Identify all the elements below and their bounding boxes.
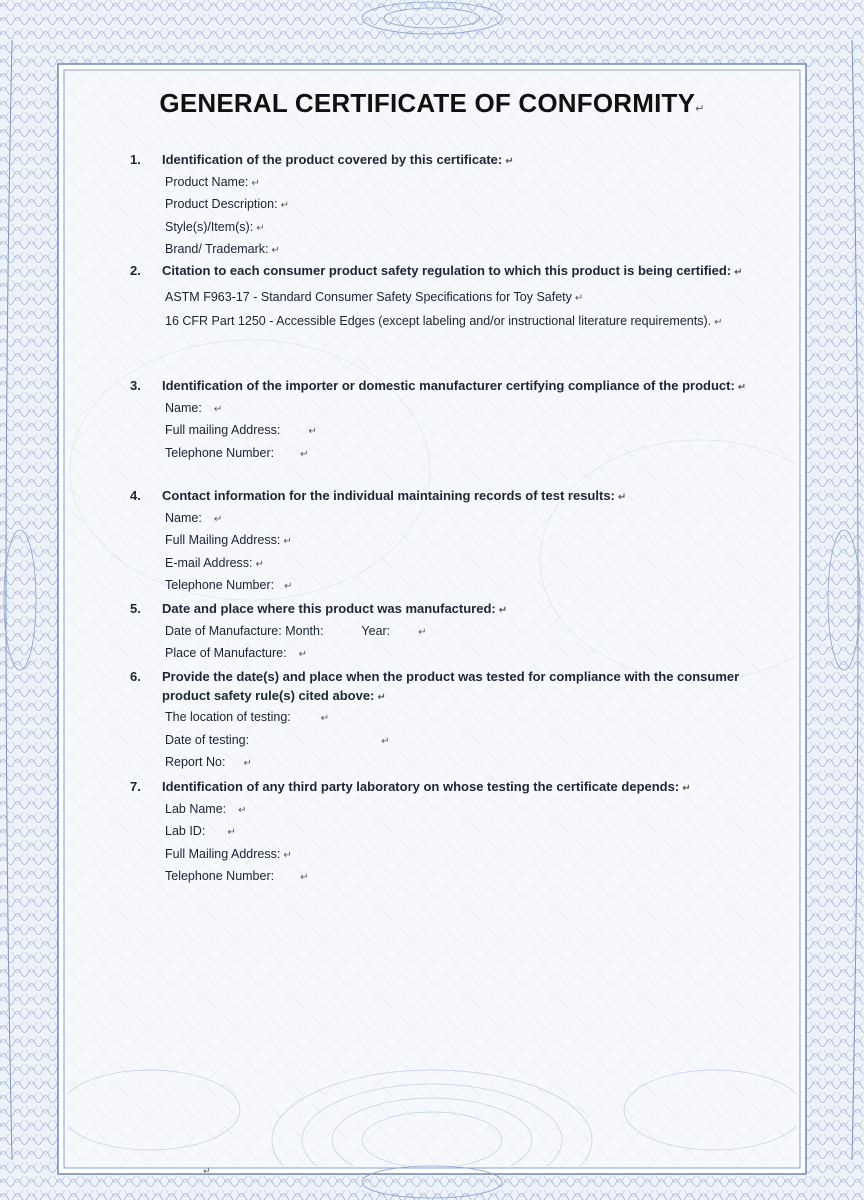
- field-lab-telephone: Telephone Number: ↵: [165, 869, 309, 883]
- section-heading: [130, 668, 750, 707]
- certificate-title: [0, 88, 864, 119]
- section-heading-text: Identification of any third party laboratory on whose testing the certificate depends: ↵: [162, 779, 691, 794]
- field-lab-address: Full Mailing Address: ↵: [165, 846, 292, 861]
- paragraph-mark-icon: ↵: [737, 382, 747, 393]
- field-importer-name: Name: ↵: [165, 400, 223, 415]
- field-contact-address: Full Mailing Address: ↵: [165, 533, 292, 547]
- field-testing-location: The location of testing: ↵: [165, 710, 330, 724]
- field-product-description: Product Description: ↵: [165, 197, 289, 211]
- section-heading-text: Citation to each consumer product safety regulation to which this product is being certified: ↵: [162, 263, 743, 278]
- paragraph-mark-icon: ↵: [695, 103, 705, 115]
- paragraph-mark-icon: ↵: [203, 1166, 211, 1176]
- field-style-item: Style(s)/Item(s): ↵: [165, 219, 265, 234]
- section-heading-text: Provide the date(s) and place when the product was tested for compliance with the consumer product safety rule(s) cited above: ↵: [162, 669, 740, 703]
- paragraph-mark-icon: ↵: [498, 605, 508, 616]
- section-heading: [130, 151, 750, 172]
- section-2: [130, 262, 750, 334]
- field-report-no: Report No: ↵: [165, 755, 252, 769]
- section-heading: [130, 487, 750, 508]
- field-importer-address: Full mailing Address: ↵: [165, 423, 317, 437]
- section-4: [130, 487, 750, 598]
- section-heading: [130, 377, 750, 398]
- section-heading: [130, 778, 750, 799]
- year-label: Year:: [361, 623, 391, 638]
- paragraph-mark-icon: ↵: [617, 492, 627, 503]
- paragraph-mark-icon: ↵: [505, 156, 514, 167]
- section-7: [130, 778, 750, 889]
- section-number: 5.: [130, 601, 141, 616]
- section-number: 1.: [130, 152, 141, 167]
- section-5: [130, 600, 750, 666]
- field-brand-trademark: Brand/ Trademark: ↵: [165, 242, 280, 256]
- regulation-cfr: 16 CFR Part 1250 - Accessible Edges (except labeling and/or instructional literature requirements). ↵: [165, 313, 723, 328]
- field-contact-telephone: Telephone Number: ↵: [165, 578, 293, 592]
- field-contact-email: E-mail Address: ↵: [165, 555, 264, 570]
- paragraph-mark-icon: ↵: [377, 691, 386, 703]
- section-heading: [130, 600, 750, 621]
- month-label: Date of Manufacture: Month:: [165, 623, 324, 638]
- section-number: 2.: [130, 263, 141, 278]
- field-product-name: Product Name: ↵: [165, 174, 260, 189]
- section-3: [130, 377, 750, 465]
- field-contact-name: Name: ↵: [165, 510, 223, 525]
- section-1: [130, 151, 750, 262]
- paragraph-mark-icon: ↵: [734, 267, 743, 278]
- field-lab-name: Lab Name: ↵: [165, 801, 247, 816]
- regulation-astm: ASTM F963-17 - Standard Consumer Safety Specifications for Toy Safety ↵: [165, 289, 584, 304]
- section-6: [130, 668, 750, 775]
- section-heading-text: Identification of the importer or domestic manufacturer certifying compliance of the product: ↵: [162, 378, 747, 393]
- section-number: 4.: [130, 488, 141, 503]
- paragraph-mark-icon: ↵: [682, 783, 691, 794]
- section-heading-text: Contact information for the individual maintaining records of test results: ↵: [162, 488, 627, 503]
- section-heading-text: Identification of the product covered by this certificate: ↵: [162, 152, 514, 167]
- title-text: GENERAL CERTIFICATE OF CONFORMITY: [159, 88, 696, 118]
- field-testing-date: Date of testing: ↵: [165, 732, 390, 747]
- field-manufacture-place: Place of Manufacture: ↵: [165, 646, 307, 660]
- field-manufacture-date: Date of Manufacture: Month: Year: ↵: [165, 623, 427, 638]
- section-heading-text: Date and place where this product was manufactured: ↵: [162, 601, 508, 616]
- section-number: 7.: [130, 779, 141, 794]
- field-importer-telephone: Telephone Number: ↵: [165, 445, 309, 460]
- section-number: 3.: [130, 378, 141, 393]
- section-heading: [130, 262, 750, 283]
- field-lab-id: Lab ID: ↵: [165, 824, 236, 838]
- section-number: 6.: [130, 669, 141, 684]
